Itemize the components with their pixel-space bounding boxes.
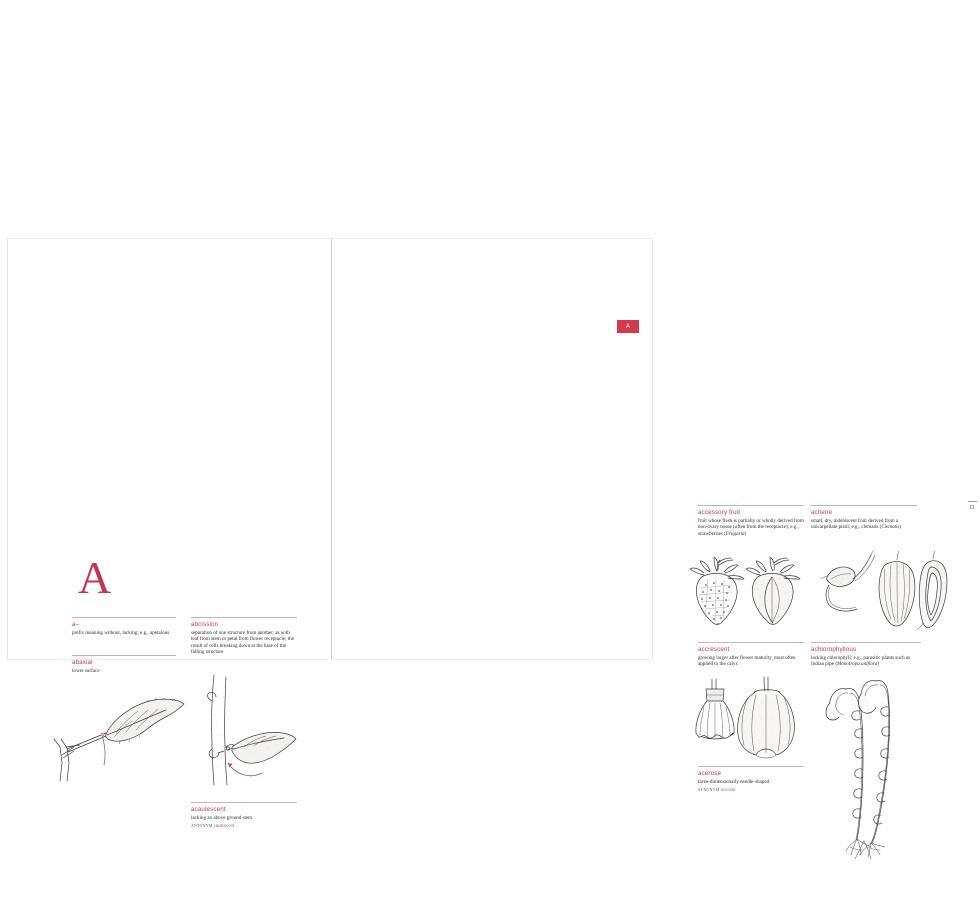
definition-acerose: three-dimensionally needle-shaped [698, 779, 770, 785]
entry-rule [72, 655, 176, 656]
definition-achlorophyllous: lacking chlorophyll; e.g., parasitic plants such as Indian pipe (Monotropa uniflora) [811, 655, 911, 668]
headword-achlorophyllous: achlorophyllous [811, 646, 857, 653]
xref-tag: SYNONYM [698, 787, 720, 792]
entry-accrescent [698, 642, 804, 668]
indian-pipe-figure [824, 667, 924, 863]
headword-abaxial: abaxial [72, 659, 93, 666]
definition-acaulescent: lacking an above ground stem [191, 815, 253, 821]
headword-acerose: acerose [698, 770, 722, 777]
entry-acaulescent [191, 802, 297, 829]
xref-term: acicular [720, 786, 736, 792]
xref-acerose [698, 787, 804, 793]
definition-a-prefix: prefix meaning without, lacking; e.g., apetalous [72, 630, 170, 636]
xref-tag: ANTONYM [191, 823, 213, 828]
entry-acerose [698, 766, 804, 793]
abaxial-leaf-figure [50, 677, 190, 792]
entry-rule [698, 642, 804, 643]
entry-rule [698, 505, 804, 506]
entry-rule [811, 642, 921, 643]
achene-figure [819, 549, 949, 633]
entry-abaxial [72, 655, 176, 674]
thumb-index-tab-a[interactable]: A [617, 320, 639, 333]
definition-abaxial: lower surface [72, 668, 100, 674]
definition-abcission: separation of one structure from another, as with leaf from stem or petal from flower receptacle; the result of cells breaking down at the base of the falling structure [191, 630, 294, 656]
entry-rule [72, 617, 176, 618]
headword-accrescent: accrescent [698, 646, 730, 653]
accrescent-calyx-figure [688, 675, 806, 759]
definition-achene: small, dry, indehiscent fruit derived from a unicarpellate pistil; e.g., clematis (Clematis) [811, 518, 902, 531]
xref-term: caulescent [213, 822, 235, 828]
entry-achlorophyllous [811, 642, 921, 668]
headword-accessory-fruit: accessory fruit [698, 509, 741, 516]
scientific-name: Monotropa uniflora [837, 661, 878, 668]
right-page [331, 238, 975, 792]
entry-achene [811, 505, 917, 531]
definition-accessory-fruit: fruit whose flesh is partially or wholly derived from non-ovary tissue (often from the receptacle); e.g., strawberries (Fragaria) [698, 518, 804, 537]
xref-acaulescent [191, 823, 297, 829]
entry-rule [811, 505, 917, 506]
entry-a-prefix [72, 617, 176, 636]
abcission-branch-figure [188, 671, 308, 791]
entry-rule [191, 802, 297, 803]
scientific-name: Fragaria [725, 530, 745, 537]
section-letter-heading: A [78, 552, 112, 603]
entry-accessory-fruit [698, 505, 804, 537]
entry-rule [698, 766, 804, 767]
definition-accrescent: growing larger after flower maturity, most often applied to the calyx [698, 655, 796, 668]
headword-achene: achene [811, 509, 833, 516]
strawberry-figure [688, 555, 806, 633]
scientific-name: Clematis [881, 524, 900, 531]
folio-page-number [964, 501, 980, 511]
entry-abcission [191, 617, 297, 656]
headword-a-prefix: a– [72, 621, 80, 628]
folio-rule [968, 501, 977, 502]
headword-acaulescent: acaulescent [191, 806, 226, 813]
entry-rule [191, 617, 297, 618]
folio-number: 11 [969, 505, 975, 511]
left-page [7, 238, 329, 828]
headword-abcission: abcission [191, 621, 219, 628]
